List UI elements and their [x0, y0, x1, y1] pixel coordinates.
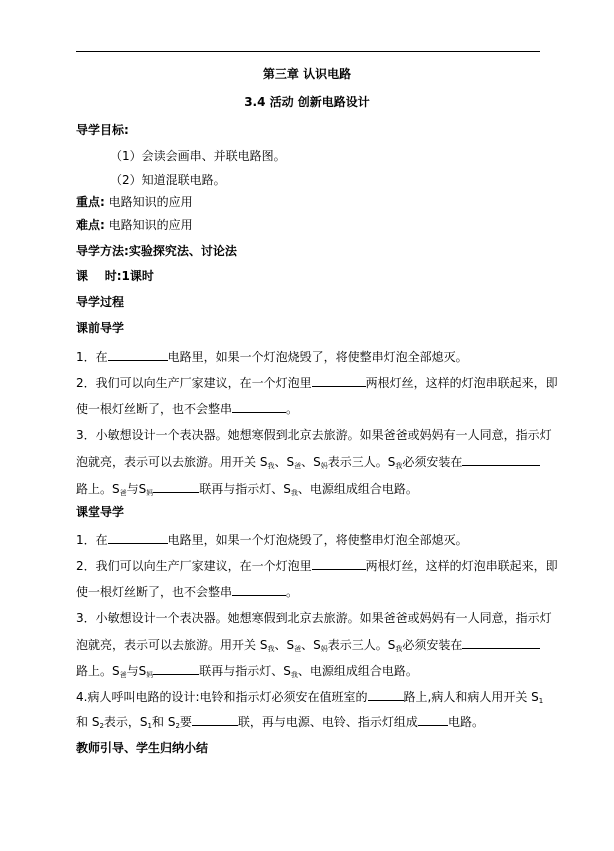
s1-question-3-end: 路上。$S_爸$与$S_妈$ 联再与指示灯、$S_我$、电源组成组合电路。 — [76, 482, 418, 497]
fill-blank — [108, 348, 168, 361]
s2-question-3-cont: 泡就亮，表示可以去旅游。用开关 $S_我$、$S_爸$、$S_妈$表示三人。$S_我$必须安装在 — [76, 636, 540, 657]
s2-question-2-cont: 使一根灯丝断了，也不会整串 。 — [76, 585, 299, 599]
fill-blank — [312, 374, 366, 387]
fill-blank — [418, 713, 448, 726]
fill-blank — [462, 453, 540, 466]
s2-question-1: 1．在 电路里，如果一个灯泡烧毁了，将使整串灯泡全部熄灭。 — [76, 533, 468, 547]
objective-1: （1）会读会画串、并联电路图。 — [110, 149, 286, 163]
header-rule — [76, 51, 540, 52]
fill-blank — [462, 636, 540, 649]
s2-question-4-cont: 和 $S_2$表示，$S_1$和 $S_2$要 联，再与电源、电铃、指示灯组成 电路。 — [76, 715, 484, 730]
s2-question-4: 4.病人呼叫电路的设计:电铃和指示灯必须安在值班室的 路上,病人和病人用开关 $S_1$ — [76, 690, 544, 705]
s2-question-2: 2．我们可以向生产厂家建议，在一个灯泡里 两根灯丝，这样的灯泡串联起来，即 — [76, 559, 558, 573]
key-point: 重点: 电路知识的应用 — [76, 195, 193, 209]
summary-heading: 教师引导、学生归纳小结 — [76, 741, 209, 755]
section2-heading: 课堂导学 — [76, 505, 125, 519]
fill-blank — [153, 480, 199, 493]
objective-2: （2）知道混联电路。 — [110, 173, 226, 187]
section-title: 3.4 活动 创新电路设计 — [244, 95, 370, 109]
method: 导学方法:实验探究法、讨论法 — [76, 244, 237, 258]
s1-question-3: 3．小敏想设计一个表决器。她想寒假到北京去旅游。如果爸爸或妈妈有一人同意，指示灯 — [76, 428, 552, 442]
fill-blank — [192, 713, 238, 726]
objectives-heading: 导学目标: — [76, 123, 129, 137]
fill-blank — [312, 557, 366, 570]
fill-blank — [232, 583, 286, 596]
s1-question-3-cont: 泡就亮，表示可以去旅游。用开关 $S_我$、$S_爸$、$S_妈$表示三人。$S_我$必须安装在 — [76, 453, 540, 474]
process-heading: 导学过程 — [76, 295, 125, 309]
class-hours: 课 时:1课时 — [76, 269, 154, 283]
fill-blank — [232, 400, 286, 413]
s2-question-3: 3．小敏想设计一个表决器。她想寒假到北京去旅游。如果爸爸或妈妈有一人同意，指示灯 — [76, 611, 552, 625]
s2-question-3-end: 路上。$S_爸$与$S_妈$ 联再与指示灯、$S_我$、电源组成组合电路。 — [76, 664, 418, 679]
chapter-title: 第三章 认识电路 — [262, 67, 352, 81]
fill-blank — [368, 688, 404, 701]
s1-question-2-cont: 使一根灯丝断了，也不会整串 。 — [76, 402, 299, 416]
difficulty: 难点: 电路知识的应用 — [76, 218, 193, 232]
fill-blank — [108, 531, 168, 544]
section1-heading: 课前导学 — [76, 321, 125, 335]
fill-blank — [153, 662, 199, 675]
s1-question-2: 2．我们可以向生产厂家建议，在一个灯泡里 两根灯丝，这样的灯泡串联起来，即 — [76, 376, 558, 390]
s1-question-1: 1．在 电路里，如果一个灯泡烧毁了，将使整串灯泡全部熄灭。 — [76, 350, 468, 364]
